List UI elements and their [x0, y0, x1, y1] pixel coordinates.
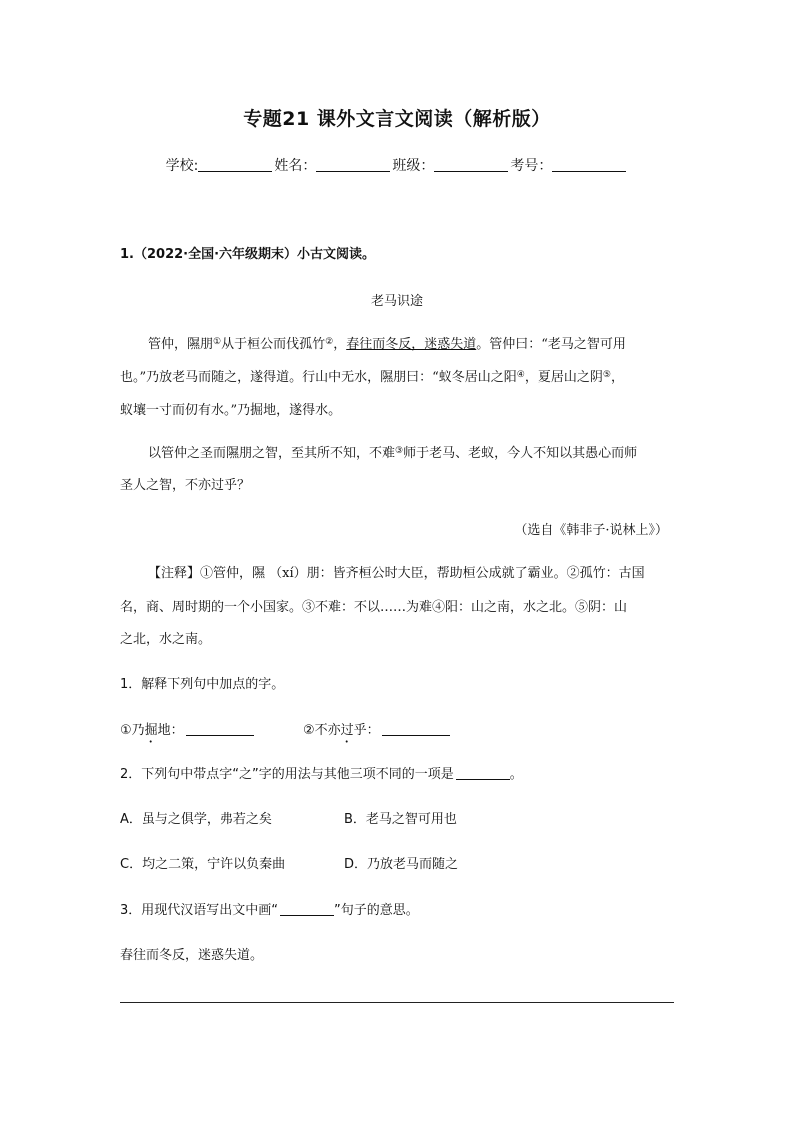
passage-line: 蚁壤一寸而仞有水。”乃掘地，遂得水。	[120, 403, 342, 418]
answer-blank[interactable]	[186, 735, 254, 736]
page-title: 专题21 课外文言文阅读（解析版）	[243, 108, 551, 130]
name-blank[interactable]	[316, 171, 390, 172]
subquestion-2-stem: 2．下列句中带点字“之”字的用法与其他三项不同的一项是 。	[120, 767, 523, 782]
notes-line: 之北，水之南。	[120, 632, 212, 647]
passage-line: 管仲，隰朋①从于桓公而伐孤竹②，春往而冬反，迷惑失道。管仲曰：“老马之智可用	[148, 337, 626, 352]
school-blank[interactable]	[198, 171, 272, 172]
underlined-sentence: 春往而冬反，迷惑失道	[346, 337, 477, 352]
passage-line: 圣人之智，不亦过乎？	[120, 478, 251, 493]
notes-line: 【注释】①管仲，隰 （xí）朋：皆齐桓公时大臣，帮助桓公成就了霸业。②孤竹：古国	[148, 566, 645, 581]
subquestion-1-item-b: ②不亦过乎：	[303, 719, 450, 746]
exam-no-blank[interactable]	[552, 171, 626, 172]
passage-source: （选自《韩非子·说林上》）	[514, 523, 668, 538]
notes-line: 名，商、周时期的一个小国家。③不难：不以……为难④阳：山之南，水之北。⑤阴：山	[120, 600, 628, 615]
answer-blank[interactable]	[456, 779, 510, 780]
class-blank[interactable]	[434, 171, 508, 172]
option-a[interactable]: A．虽与之俱学，弗若之矣	[120, 812, 272, 827]
subquestion-1-item-a: ①乃掘地：	[120, 719, 254, 746]
subquestion-3-sentence: 春往而冬反，迷惑失道。	[120, 948, 264, 963]
class-label: 班级：	[392, 158, 435, 174]
question-heading: 1.（2022·全国·六年级期末）小古文阅读。	[120, 247, 376, 262]
underline-sample	[280, 915, 334, 916]
passage-title: 老马识途	[370, 294, 423, 309]
option-d[interactable]: D．乃放老马而随之	[344, 857, 459, 872]
subquestion-1-stem: 1．解释下列句中加点的字。	[120, 677, 285, 692]
option-c[interactable]: C．均之二策，宁许以负秦曲	[120, 857, 286, 872]
exam-no-label: 考号：	[510, 158, 553, 174]
subquestion-3-stem: 3．用现代汉语写出文中画“ ”句子的意思。	[120, 903, 419, 918]
passage-line: 也。”乃放老马而随之，遂得道。行山中无水，隰朋曰：“蚁冬居山之阳④，夏居山之阴⑤，	[120, 370, 624, 385]
name-label: 姓名：	[274, 158, 317, 174]
school-label: 学校:	[165, 158, 199, 174]
student-info-line	[0, 155, 794, 175]
answer-line[interactable]	[120, 1002, 674, 1003]
dotted-char: 过	[340, 723, 354, 738]
answer-blank[interactable]	[382, 735, 450, 736]
option-b[interactable]: B．老马之智可用也	[344, 812, 457, 827]
passage-line: 以管仲之圣而隰朋之智，至其所不知，不难③师于老马、老蚁，今人不知以其愚心而师	[148, 446, 638, 461]
dotted-char: 掘	[144, 723, 158, 738]
